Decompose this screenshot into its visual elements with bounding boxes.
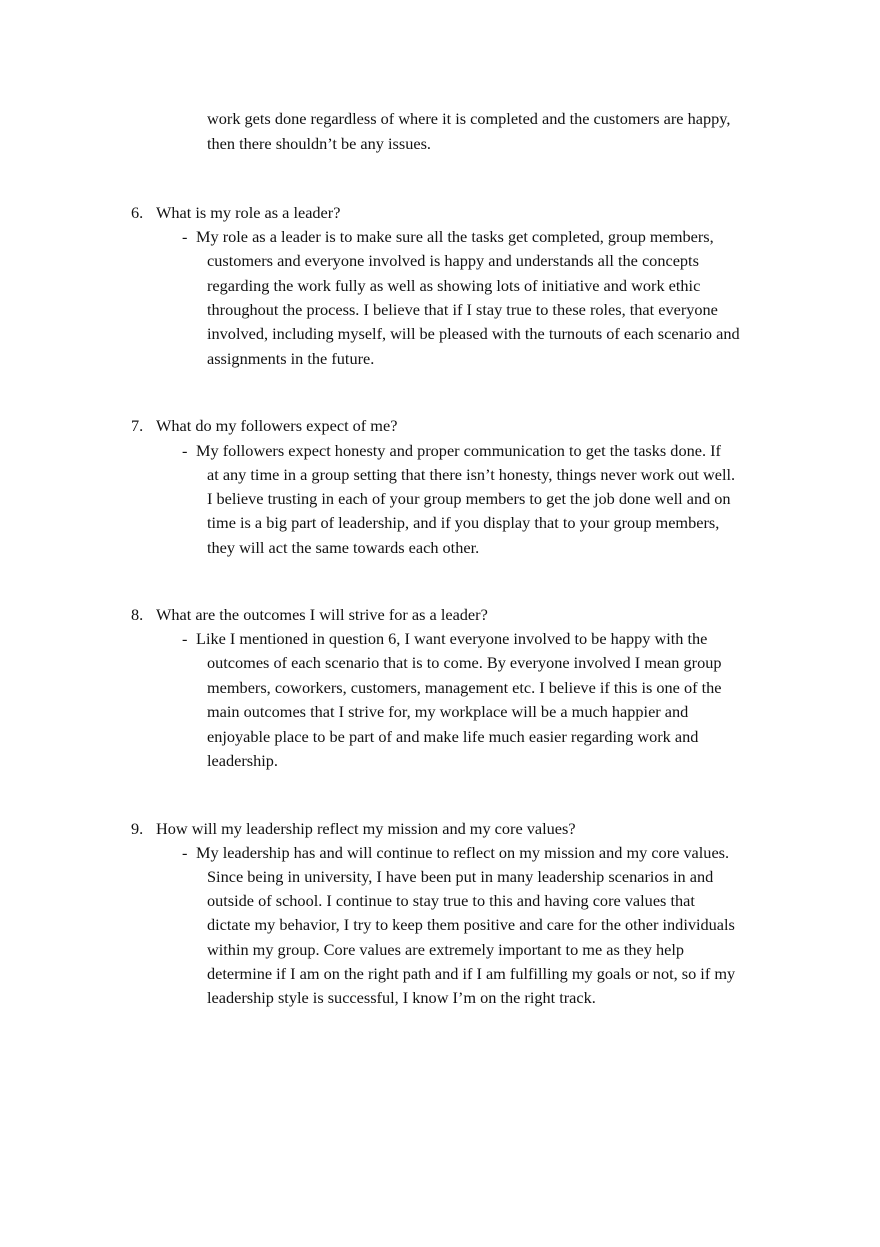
answer-line: within my group. Core values are extremely important to me as they help [207,940,685,959]
answer-line: throughout the process. I believe that if I stay true to these roles, that everyone [207,300,718,319]
answer-line: Since being in university, I have been put in many leadership scenarios in and [207,867,714,886]
question-number: 6. [131,203,144,222]
continuation-line: then there shouldn’t be any issues. [207,134,431,153]
answer-line: enjoyable place to be part of and make life much easier regarding work and [207,727,699,746]
answer-line: time is a big part of leadership, and if you display that to your group members, [207,513,720,532]
answer-line: I believe trusting in each of your group members to get the job done well and on [207,489,731,508]
answer-line: leadership style is successful, I know I’m on the right track. [207,988,596,1007]
question-text: What is my role as a leader? [156,203,341,222]
answer-line: determine if I am on the right path and if I am fulfilling my goals or not, so if my [207,964,736,983]
answer-line: leadership. [207,751,278,770]
answer-line: main outcomes that I strive for, my workplace will be a much happier and [207,702,689,721]
answer-line: outcomes of each scenario that is to come. By everyone involved I mean group [207,653,722,672]
answer-line: involved, including myself, will be pleased with the turnouts of each scenario and [207,324,740,343]
continuation-line: work gets done regardless of where it is completed and the customers are happy, [207,109,731,128]
answer-line: regarding the work fully as well as showing lots of initiative and work ethic [207,276,701,295]
answer-line: at any time in a group setting that there isn’t honesty, things never work out well. [207,465,736,484]
answer-line: assignments in the future. [207,349,375,368]
answer-line: My leadership has and will continue to reflect on my mission and my core values. [196,843,730,862]
answer-bullet: - [182,441,188,460]
question-text: What do my followers expect of me? [156,416,398,435]
answer-bullet: - [182,629,188,648]
answer-bullet: - [182,227,188,246]
question-number: 7. [131,416,144,435]
answer-line: customers and everyone involved is happy and understands all the concepts [207,251,699,270]
answer-line: outside of school. I continue to stay true to this and having core values that [207,891,695,910]
question-number: 9. [131,819,144,838]
answer-line: Like I mentioned in question 6, I want everyone involved to be happy with the [196,629,708,648]
question-text: What are the outcomes I will strive for as a leader? [156,605,488,624]
answer-line: they will act the same towards each other. [207,538,480,557]
answer-line: members, coworkers, customers, management etc. I believe if this is one of the [207,678,722,697]
answer-line: dictate my behavior, I try to keep them positive and care for the other individuals [207,915,735,934]
question-text: How will my leadership reflect my mission and my core values? [156,819,576,838]
answer-line: My role as a leader is to make sure all the tasks get completed, group members, [196,227,714,246]
answer-line: My followers expect honesty and proper communication to get the tasks done. If [196,441,721,460]
answer-bullet: - [182,843,188,862]
question-number: 8. [131,605,144,624]
